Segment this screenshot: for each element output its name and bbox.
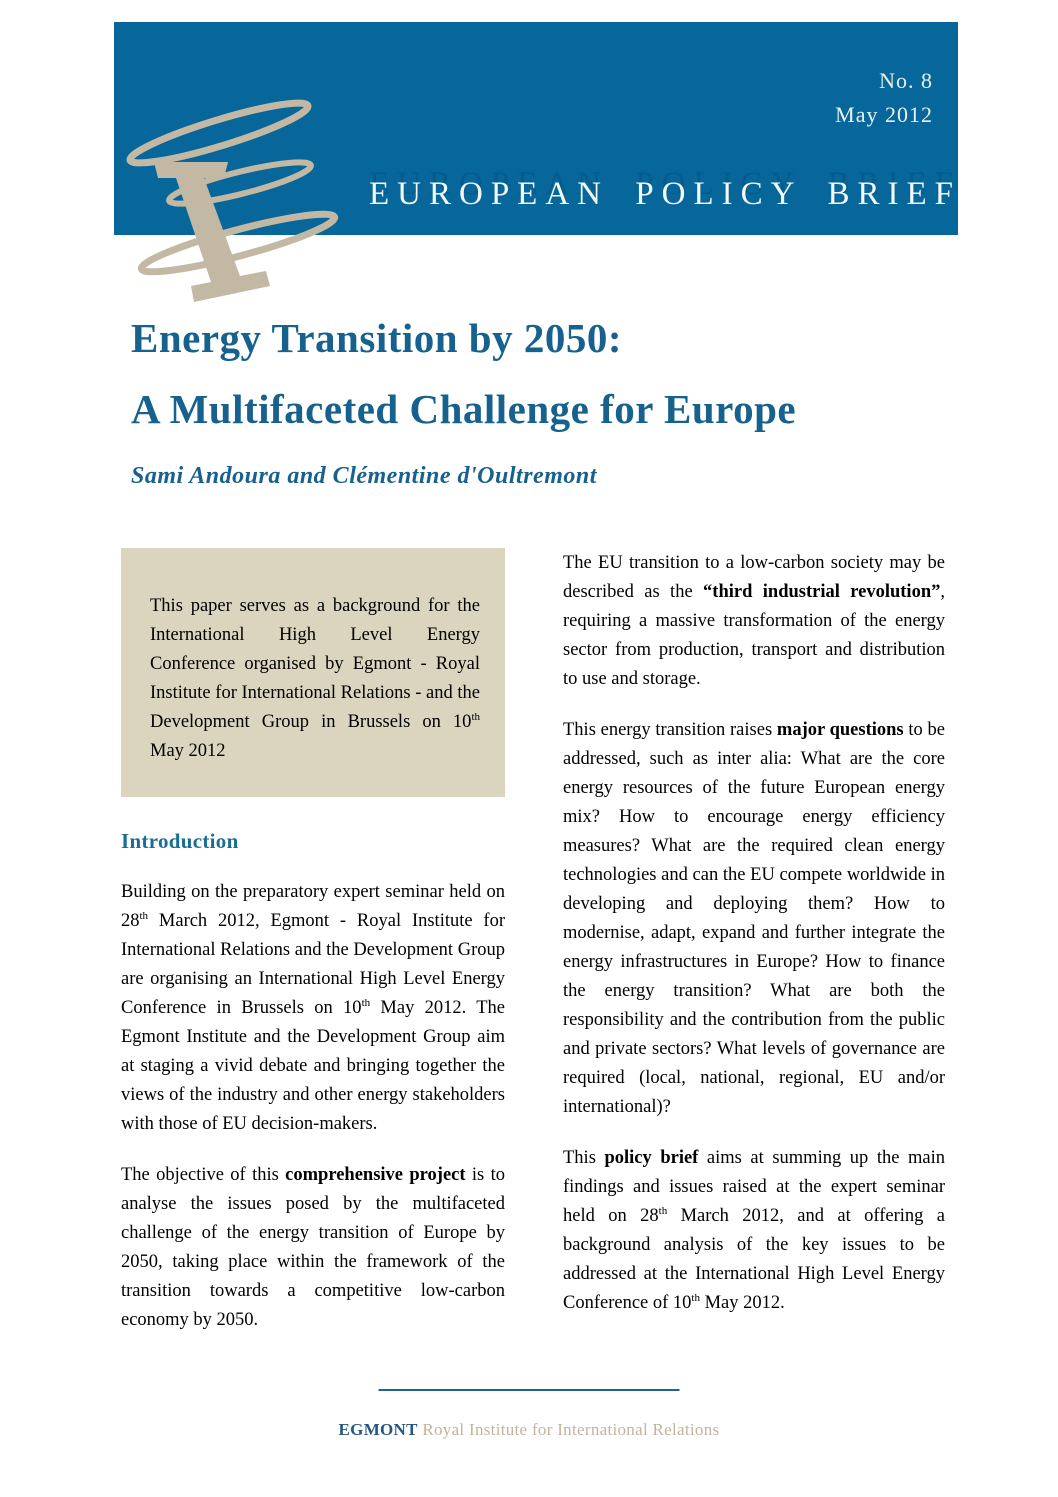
authors-line: Sami Andoura and Clémentine d'Oultremont: [131, 463, 597, 489]
body-paragraph: The EU transition to a low-carbon society may be described as the “third industrial revolution”, requiring a massive transformation of the energy sector from production, transport and distribution to use and storage.: [563, 553, 945, 689]
brand-title: EUROPEAN POLICY BRIEF: [369, 176, 961, 212]
callout-box: This paper serves as a background for the International High Level Energy Conference organised by Egmont - Royal Institute for International Relations - and the Development Group in Brussels on 10th May 2012: [121, 548, 505, 797]
body-paragraph: This energy transition raises major questions to be addressed, such as inter alia: What are the core energy resources of the future European energy mix? How to encourage energy efficiency measures? What are the required clean energy technologies and can the EU compete worldwide in developing and deploying them? How to modernise, adapt, expand and further integrate the energy infrastructures in Europe? How to finance the energy transition? What are both the responsibility and the contribution from the public and private sectors? What levels of governance are required (local, national, regional, EU and/or international)?: [563, 720, 945, 1117]
section-heading-introduction: Introduction: [121, 829, 239, 853]
body-columns: [121, 548, 945, 1335]
egmont-e-logo-icon: [116, 86, 354, 334]
footer-divider: [379, 1389, 680, 1391]
footer-org-suffix: Royal Institute for International Relations: [417, 1420, 720, 1439]
body-paragraph: Building on the preparatory expert seminar held on 28th March 2012, Egmont - Royal Institute for International Relations and the Development Group are organising an International High Level Energy Conference in Brussels on 10th May 2012. The Egmont Institute and the Development Group aim at staging a vivid debate and bringing together the views of the industry and other energy stakeholders with those of EU decision-makers.: [121, 882, 505, 1134]
issue-info: [835, 64, 933, 132]
left-column: [121, 548, 505, 1335]
footer: [0, 1420, 1058, 1440]
body-paragraph: The objective of this comprehensive project is to analyse the issues posed by the multifaceted challenge of the energy transition of Europe by 2050, taking place within the framework of the transition towards a competitive low-carbon economy by 2050.: [121, 1165, 506, 1330]
body-paragraph: This policy brief aims at summing up the main findings and issues raised at the expert seminar held on 28th March 2012, and at offering a background analysis of the key issues to be addressed at the International High Level Energy Conference of 10th May 2012.: [563, 1148, 946, 1313]
document-title-block: [131, 316, 931, 490]
footer-org-name: EGMONT: [338, 1420, 418, 1439]
issue-date: May 2012: [835, 102, 933, 127]
issue-number: No. 8: [879, 68, 933, 93]
page-title-line1: Energy Transition by 2050:: [131, 315, 623, 361]
right-column: [563, 548, 945, 1318]
page-title-line2: A Multifaceted Challenge for Europe: [131, 386, 797, 432]
